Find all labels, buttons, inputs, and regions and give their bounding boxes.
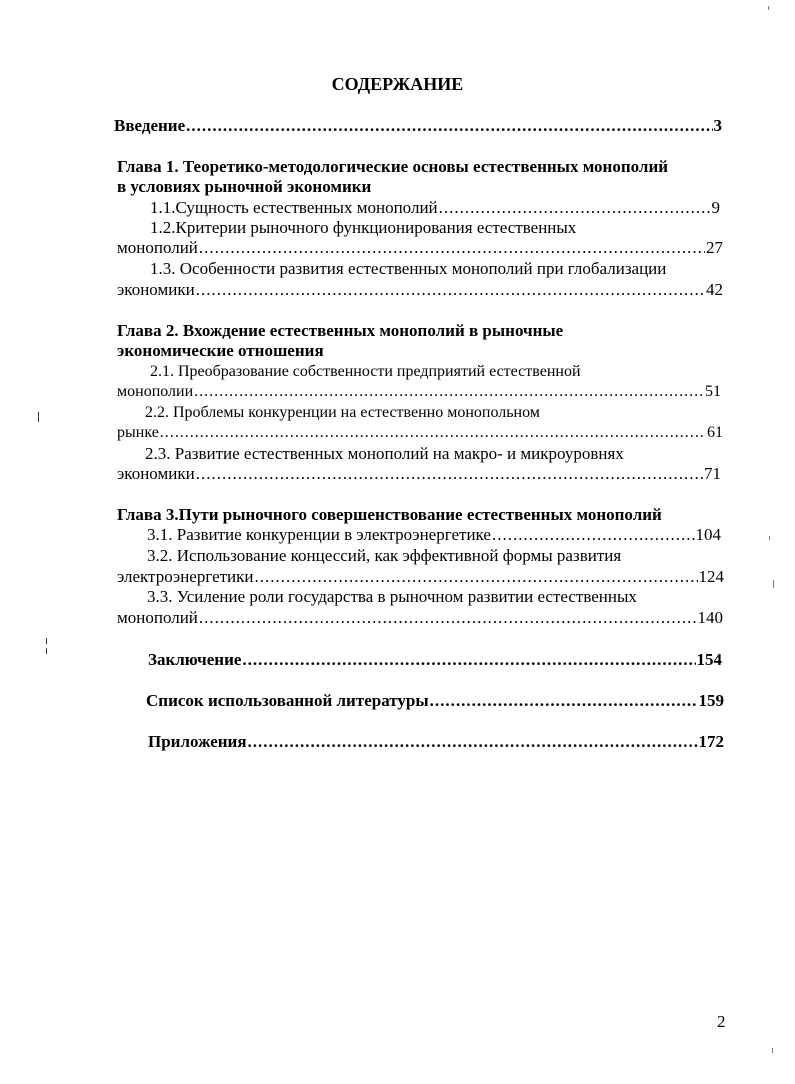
- toc-label: рынке: [117, 424, 159, 441]
- toc-entry-conclusion: [148, 650, 722, 670]
- toc-entry-3-2-line1: 3.2. Использование концессий, как эффективной формы развития: [147, 546, 622, 565]
- toc-page: 3: [713, 116, 722, 135]
- chapter1-title-line2: в условиях рыночной экономики: [117, 177, 372, 196]
- toc-label: Список использованной литературы: [146, 691, 429, 710]
- toc-entry-3-3-line1: 3.3. Усиление роли государства в рыночном развитии естественных: [147, 587, 637, 606]
- toc-label: 3.1. Развитие конкуренции в электроэнергетике: [147, 525, 491, 544]
- scan-mark: [46, 648, 47, 654]
- leader-dots: [194, 382, 704, 402]
- leader-dots: [439, 198, 711, 218]
- toc-page: 154: [696, 650, 722, 669]
- leader-dots: [160, 423, 706, 443]
- toc-entry-references: [146, 691, 724, 711]
- chapter3-title: Глава 3.Пути рыночного совершенствование естественных монополий: [117, 505, 662, 524]
- leader-dots: [186, 116, 712, 136]
- toc-entry-appendix: [148, 732, 724, 752]
- leader-dots: [199, 608, 697, 628]
- scan-mark: [46, 638, 47, 644]
- toc-page: 27: [706, 238, 723, 257]
- toc-label: электроэнергетики: [117, 567, 254, 586]
- toc-label: монополии: [117, 383, 194, 400]
- toc-label: монополий: [117, 238, 198, 257]
- toc-entry-2-1: [117, 382, 721, 402]
- toc-entry-3-2: [117, 567, 724, 587]
- toc-entry-1-1: [150, 198, 720, 218]
- toc-page: 140: [697, 608, 723, 627]
- page-number: 2: [717, 1012, 726, 1031]
- toc-page: 172: [698, 732, 724, 751]
- scan-mark: [773, 580, 774, 588]
- leader-dots: [255, 567, 698, 587]
- toc-page: 61: [707, 424, 723, 441]
- leader-dots: [492, 525, 695, 545]
- toc-entry-introduction: [114, 116, 722, 136]
- toc-label: экономики: [117, 464, 195, 483]
- toc-entry-1-2-line1: 1.2.Критерии рыночного функционирования естественных: [150, 218, 577, 237]
- toc-entry-2-3: [117, 464, 721, 484]
- toc-page: 124: [698, 567, 724, 586]
- toc-page: 104: [695, 525, 721, 544]
- leader-dots: [430, 691, 698, 711]
- toc-entry-2-2-line1: 2.2. Проблемы конкуренции на естественно монопольном: [145, 404, 540, 421]
- toc-entry-1-2: [117, 238, 723, 258]
- page-title: СОДЕРЖАНИЕ: [331, 74, 464, 94]
- toc-label: Заключение: [148, 650, 242, 669]
- scan-mark: [769, 536, 770, 540]
- toc-page: 159: [698, 691, 724, 710]
- toc-entry-1-3: [117, 280, 723, 300]
- toc-label: монополий: [117, 608, 198, 627]
- chapter2-title-line2: экономические отношения: [117, 341, 324, 360]
- toc-entry-3-3: [117, 608, 723, 628]
- toc-page: 51: [705, 383, 721, 400]
- toc-page: 9: [711, 198, 720, 217]
- leader-dots: [199, 238, 705, 258]
- scan-mark: [38, 412, 39, 422]
- toc-label: Введение: [114, 116, 186, 135]
- toc-entry-2-3-line1: 2.3. Развитие естественных монополий на макро- и микроуровнях: [145, 444, 624, 463]
- leader-dots: [196, 464, 703, 484]
- toc-label: Приложения: [148, 732, 247, 751]
- scan-mark: [768, 6, 769, 10]
- toc-label: 1.1.Сущность естественных монополий: [150, 198, 438, 217]
- toc-page: 71: [704, 464, 721, 483]
- leader-dots: [242, 650, 695, 670]
- toc-entry-3-1: [147, 525, 721, 545]
- leader-dots: [196, 280, 705, 300]
- toc-label: экономики: [117, 280, 195, 299]
- toc-entry-2-2: [117, 423, 723, 443]
- toc-entry-1-3-line1: 1.3. Особенности развития естественных монополий при глобализации: [150, 259, 667, 278]
- leader-dots: [248, 732, 698, 752]
- toc-entry-2-1-line1: 2.1. Преобразование собственности предприятий естественной: [150, 363, 581, 380]
- toc-page: 42: [706, 280, 723, 299]
- chapter1-title-line1: Глава 1. Теоретико-методологические основы естественных монополий: [117, 157, 669, 176]
- chapter2-title-line1: Глава 2. Вхождение естественных монополий в рыночные: [117, 321, 564, 340]
- scan-mark: [772, 1048, 773, 1053]
